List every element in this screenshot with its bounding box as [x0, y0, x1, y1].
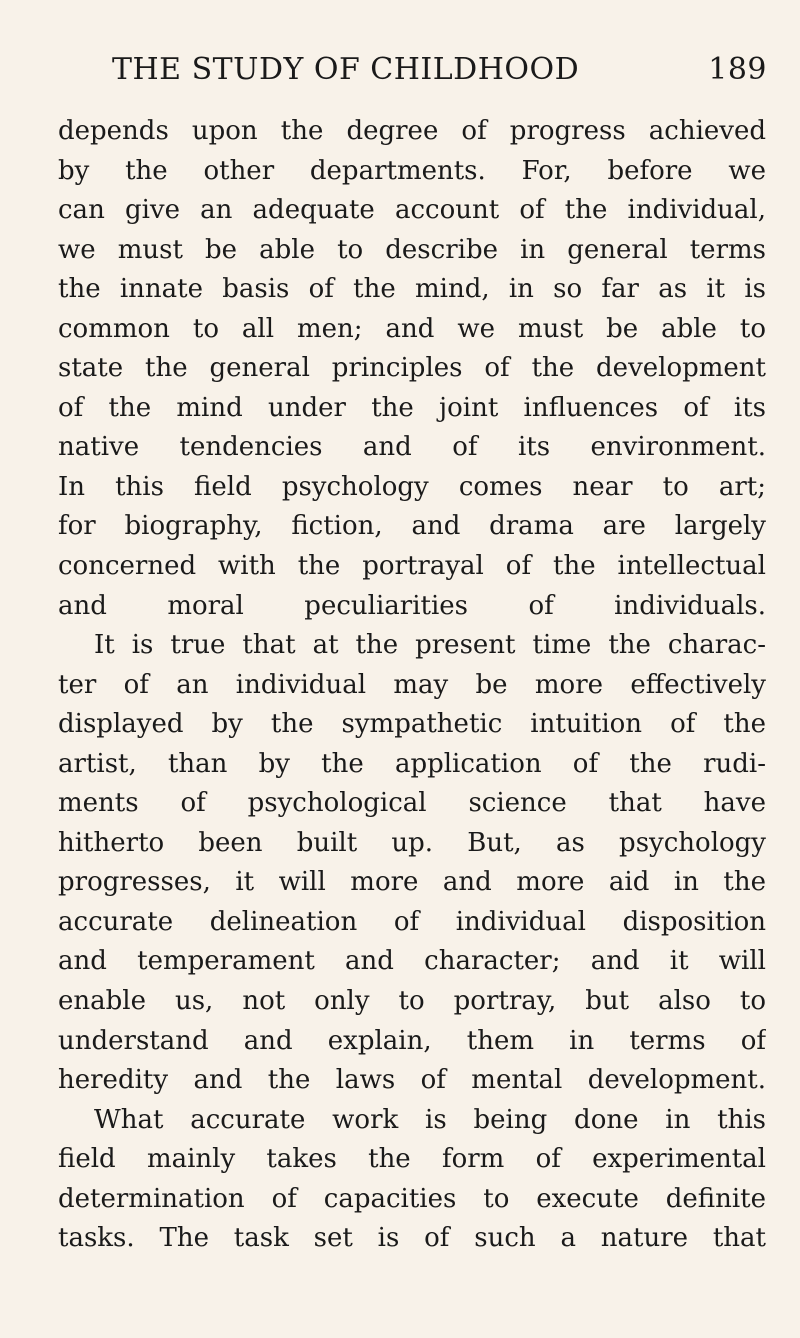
- text-line: state the general principles of the development: [58, 353, 766, 384]
- text-line: and temperament and character; and it will: [58, 946, 766, 977]
- text-line: determination of capacities to execute definite: [58, 1183, 766, 1214]
- text-line: we must be able to describe in general terms: [58, 234, 766, 265]
- text-line: of the mind under the joint influences of its: [58, 392, 766, 423]
- text-line: common to all men; and we must be able to: [58, 313, 766, 344]
- text-line: heredity and the laws of mental development.: [58, 1065, 766, 1096]
- text-line: tasks. The task set is of such a nature that: [58, 1223, 766, 1254]
- text-line: concerned with the portrayal of the intellectual: [58, 551, 766, 582]
- text-line: can give an adequate account of the individual,: [58, 195, 766, 226]
- text-line: ments of psychological science that have: [58, 788, 766, 819]
- running-title: THE STUDY OF CHILDHOOD: [112, 52, 580, 87]
- page-number: 189: [708, 52, 767, 87]
- paragraph-start-line: What accurate work is being done in this: [94, 1104, 766, 1135]
- text-line: In this field psychology comes near to art;: [58, 471, 766, 502]
- text-line: accurate delineation of individual disposition: [58, 906, 766, 937]
- text-line: and moral peculiarities of individuals.: [58, 590, 766, 621]
- text-line: depends upon the degree of progress achieved: [58, 116, 766, 146]
- text-line: enable us, not only to portray, but also to: [58, 986, 766, 1017]
- text-line: artist, than by the application of the rudi-: [58, 748, 766, 779]
- paragraph-start-line: It is true that at the present time the charac-: [94, 630, 766, 661]
- text-line: displayed by the sympathetic intuition of the: [58, 709, 766, 740]
- text-line: field mainly takes the form of experimental: [58, 1144, 766, 1175]
- text-line: for biography, fiction, and drama are largely: [58, 511, 766, 542]
- text-line: progresses, it will more and more aid in the: [58, 867, 766, 898]
- body-text: [58, 112, 766, 1259]
- text-line: the innate basis of the mind, in so far as it is: [58, 274, 766, 305]
- text-line: native tendencies and of its environment.: [58, 432, 766, 463]
- text-line: understand and explain, them in terms of: [58, 1025, 766, 1056]
- page-header: [112, 52, 767, 92]
- text-line: by the other departments. For, before we: [58, 155, 766, 186]
- text-line: ter of an individual may be more effectively: [58, 669, 766, 700]
- text-line: hitherto been built up. But, as psychology: [58, 827, 766, 858]
